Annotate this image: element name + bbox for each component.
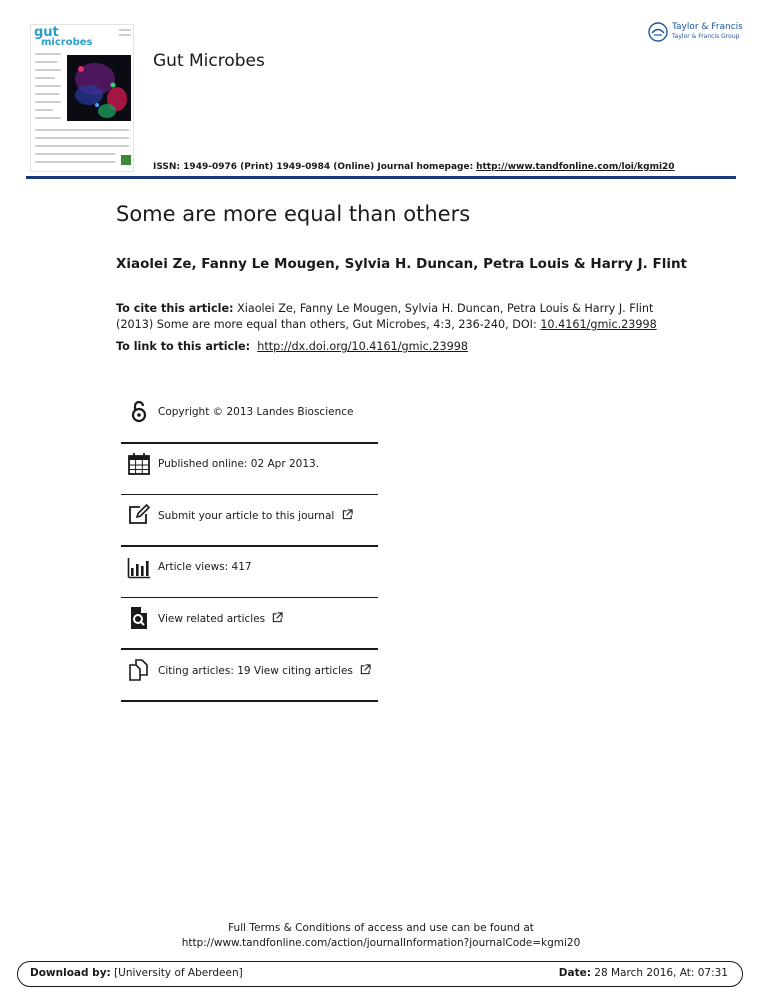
cover-text-line [35, 101, 61, 103]
cover-text-line [35, 85, 61, 87]
publisher-logo-icon [648, 22, 668, 42]
cover-text-line [35, 69, 61, 71]
cover-text-line [35, 145, 129, 147]
submit-article-link[interactable]: Submit your article to this journal [158, 510, 335, 523]
info-row-label[interactable] [158, 612, 283, 625]
external-link-icon [360, 664, 371, 675]
citation-block [116, 301, 676, 333]
cite-text-continued: (2013) Some are more equal than others, Gut Microbes, 4:3, 236-240, DOI: [116, 318, 537, 331]
publisher-name: Taylor & Francis [672, 22, 743, 32]
article-title: Some are more equal than others [116, 202, 471, 226]
info-row-copyright [121, 392, 378, 444]
download-info-bar [17, 961, 743, 987]
link-label: To link to this article: [116, 340, 251, 353]
search-document-icon [127, 606, 151, 630]
cover-text-line [35, 117, 61, 119]
terms-line: Full Terms & Conditions of access and use can be found at [228, 922, 534, 934]
header-divider [26, 176, 736, 179]
calendar-icon [127, 452, 151, 476]
info-row-related[interactable] [121, 598, 378, 650]
info-row-submit[interactable] [121, 495, 378, 547]
download-by [30, 967, 243, 979]
publisher-logo[interactable] [648, 22, 743, 44]
cover-logo-microbes: microbes [41, 37, 93, 48]
journal-name: Gut Microbes [153, 51, 265, 71]
info-row-label[interactable] [158, 664, 371, 677]
citing-articles-link[interactable]: Citing articles: 19 View citing articles [158, 664, 353, 677]
cover-text-line [35, 77, 55, 79]
download-date [559, 967, 728, 979]
issn-line [153, 162, 675, 172]
cite-doi-link[interactable]: 10.4161/gmic.23998 [540, 318, 657, 331]
cover-text-line [35, 161, 115, 163]
terms-notice [0, 921, 762, 951]
info-row-views [121, 547, 378, 599]
issn-label: ISSN: 1949-0976 (Print) 1949-0984 (Online) Journal homepage: [153, 162, 474, 172]
article-authors: Xiaolei Ze, Fanny Le Mougen, Sylvia H. Duncan, Petra Louis & Harry J. Flint [116, 256, 688, 272]
related-articles-link[interactable]: View related articles [158, 613, 266, 626]
cover-image [67, 55, 131, 121]
cover-text-line [35, 93, 59, 95]
info-row-label: Copyright © 2013 Landes Bioscience [158, 406, 354, 418]
cover-text-line [35, 109, 53, 111]
article-info-list [121, 392, 378, 702]
open-access-lock-icon [127, 400, 151, 424]
date-label: Date: [558, 967, 591, 979]
bar-chart-icon [127, 555, 151, 579]
cover-text-line [119, 29, 131, 31]
cover-text-line [35, 61, 57, 63]
external-link-icon [272, 612, 283, 623]
date-value: 28 March 2016, At: 07:31 [594, 967, 728, 979]
citing-articles-icon [127, 658, 151, 682]
cover-badge [121, 155, 131, 165]
article-doi-link[interactable]: http://dx.doi.org/10.4161/gmic.23998 [257, 340, 468, 353]
edit-icon [127, 503, 151, 527]
cover-text-line [119, 34, 131, 36]
cover-logo-gut: gut [34, 25, 59, 40]
info-row-label: Published online: 02 Apr 2013. [158, 457, 320, 470]
cover-text-line [35, 137, 129, 139]
cite-text: Xiaolei Ze, Fanny Le Mougen, Sylvia H. Duncan, Petra Louis & Harry J. Flint [237, 302, 654, 315]
download-label: Download by: [30, 967, 111, 979]
journal-homepage-link[interactable]: http://www.tandfonline.com/loi/kgmi20 [476, 162, 675, 172]
info-row-label[interactable] [158, 509, 353, 522]
cover-text-line [35, 53, 61, 55]
cover-text-line [35, 153, 115, 155]
info-row-label: Article views: 417 [158, 560, 252, 573]
info-row-citing[interactable] [121, 650, 378, 702]
publisher-group: Taylor & Francis Group [672, 33, 740, 40]
journal-cover-thumbnail[interactable] [30, 24, 134, 172]
info-row-published [121, 444, 378, 496]
row-divider [121, 700, 378, 702]
download-value: [University of Aberdeen] [114, 967, 243, 979]
cover-text-line [35, 129, 129, 131]
terms-url[interactable]: http://www.tandfonline.com/action/journalInformation?journalCode=kgmi20 [181, 937, 581, 949]
cite-label: To cite this article: [116, 302, 234, 315]
article-link-line [116, 340, 468, 353]
external-link-icon [342, 509, 353, 520]
